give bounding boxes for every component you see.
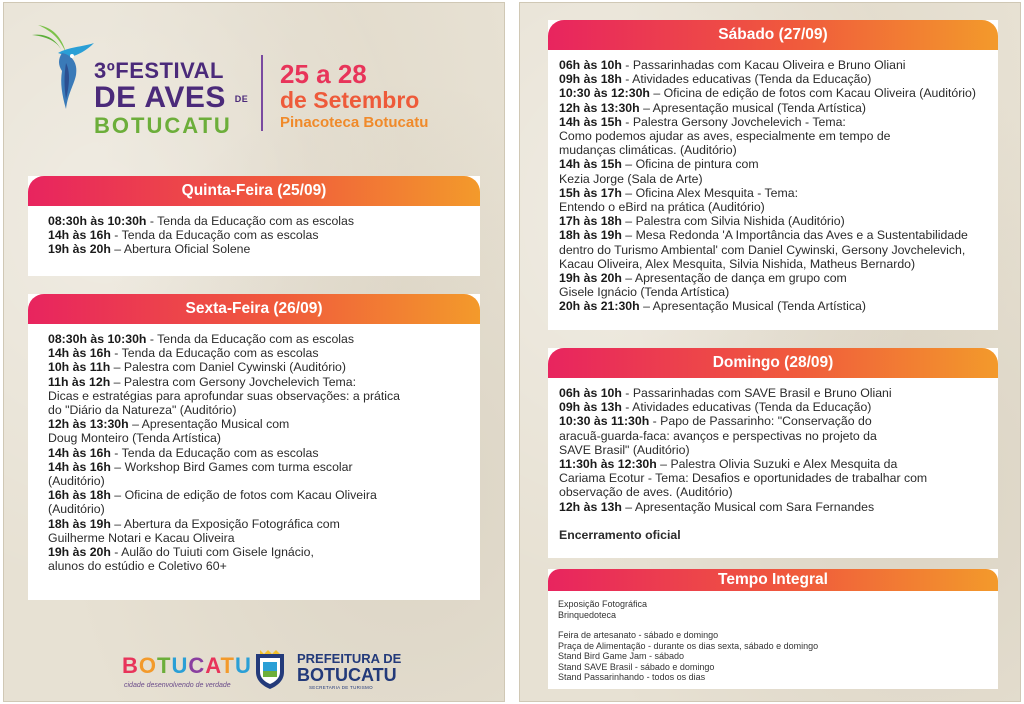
integral-item: Stand Bird Game Jam - sábado bbox=[558, 651, 685, 661]
schedule-time: 15h às 17h bbox=[559, 185, 622, 200]
tempo-integral-card bbox=[548, 569, 998, 689]
city-crest-icon bbox=[252, 648, 288, 690]
schedule-description: Kacau Oliveira, Alex Mesquita, Silvia Nishida, Matheus Bernardo) bbox=[559, 256, 916, 271]
festival-dates-line2: de Setembro bbox=[280, 87, 420, 113]
schedule-description: Entendo o eBird na prática (Auditório) bbox=[559, 200, 765, 215]
schedule-line bbox=[48, 360, 480, 374]
schedule-description: – Apresentação de dança em grupo com bbox=[621, 271, 847, 286]
schedule-line bbox=[559, 299, 998, 313]
schedule-time: 09h às 13h bbox=[559, 400, 622, 415]
schedule-time: 14h às 16h bbox=[48, 346, 111, 361]
schedule-description: - Atividades educativas (Tenda da Educação) bbox=[621, 400, 872, 415]
schedule-line bbox=[559, 228, 998, 242]
schedule-time: 06h às 10h bbox=[559, 386, 622, 400]
schedule-description: - Tenda da Educação com as escolas bbox=[110, 228, 319, 243]
schedule-description: – Oficina Alex Mesquita - Tema: bbox=[621, 185, 798, 200]
header-divider bbox=[261, 55, 263, 131]
schedule-line bbox=[559, 500, 998, 514]
integral-group1 bbox=[558, 599, 998, 620]
festival-de-text: DE bbox=[234, 94, 249, 105]
schedule-description: - Aulão do Tuiuti com Gisele Ignácio, bbox=[110, 545, 314, 560]
festival-title-line3: BOTUCATU bbox=[94, 113, 232, 139]
schedule-line bbox=[559, 129, 998, 143]
schedule-description: – Palestra Olivia Suzuki e Alex Mesquita da bbox=[656, 457, 898, 472]
schedule-description: - Tenda da Educação com as escolas bbox=[146, 332, 355, 346]
flyer-page-left bbox=[3, 2, 505, 702]
city-logo-letter: U bbox=[171, 653, 189, 678]
schedule-line bbox=[48, 228, 480, 242]
schedule-line bbox=[48, 375, 480, 389]
city-logo-letter: C bbox=[188, 653, 206, 678]
schedule-description: – Abertura Oficial Solene bbox=[110, 242, 251, 257]
integral-item: Stand SAVE Brasil - sábado e domingo bbox=[558, 661, 715, 672]
schedule-line bbox=[48, 214, 480, 228]
schedule-description: - Palestra Gersony Jovchelevich - Tema: bbox=[621, 114, 846, 129]
festival-dates-line1: 25 a 28 bbox=[280, 59, 367, 89]
sexta-feira-title: Sexta-Feira (26/09) bbox=[28, 294, 480, 324]
city-logo-letter: T bbox=[157, 653, 172, 678]
schedule-line bbox=[48, 517, 480, 531]
schedule-time: 19h às 20h bbox=[48, 545, 111, 560]
schedule-time: 18h às 19h bbox=[48, 516, 111, 531]
schedule-description: – Palestra com Daniel Cywinski (Auditório) bbox=[110, 360, 346, 375]
schedule-time: 19h às 20h bbox=[48, 242, 111, 257]
schedule-time: 20h às 21:30h bbox=[559, 299, 640, 314]
schedule-line bbox=[559, 271, 998, 285]
schedule-description: do "Diário da Natureza" (Auditório) bbox=[48, 403, 237, 418]
hummingbird-logo-icon bbox=[28, 23, 98, 113]
schedule-description: Gisele Ignácio (Tenda Artística) bbox=[559, 285, 730, 300]
schedule-description: observação de aves. (Auditório) bbox=[559, 485, 733, 500]
schedule-line bbox=[48, 389, 480, 403]
schedule-description: Kezia Jorge (Sala de Arte) bbox=[559, 171, 703, 186]
schedule-description: (Auditório) bbox=[48, 474, 105, 489]
schedule-description: - Passarinhadas com SAVE Brasil e Bruno Oliani bbox=[621, 386, 892, 400]
schedule-description: – Oficina de edição de fotos com Kacau Oliveira (Auditório) bbox=[649, 86, 976, 101]
quinta-feira-schedule bbox=[28, 206, 480, 265]
city-tagline: cidade desenvolvendo de verdade bbox=[124, 682, 231, 689]
domingo-title: Domingo (28/09) bbox=[548, 348, 998, 378]
tempo-integral-title: Tempo Integral bbox=[548, 569, 998, 591]
integral-item: Exposição Fotográfica bbox=[558, 599, 648, 609]
schedule-description: aracuã-guarda-faca: avanços e perspectivas no projeto da bbox=[559, 428, 877, 443]
schedule-line bbox=[48, 545, 480, 559]
domingo-card bbox=[548, 348, 998, 558]
schedule-time: 12h às 13:30h bbox=[559, 100, 640, 115]
festival-title-line2: DE AVES DE bbox=[94, 81, 249, 114]
festival-logo-text bbox=[94, 59, 248, 138]
schedule-line bbox=[48, 446, 480, 460]
schedule-line bbox=[559, 200, 998, 214]
schedule-description: mudanças climáticas. (Auditório) bbox=[559, 143, 737, 158]
schedule-description: – Palestra com Gersony Jovchelevich Tema: bbox=[110, 374, 357, 389]
schedule-description: dentro do Turismo Ambiental' com Daniel Cywinski, Gersony Jovchelevich, bbox=[559, 242, 966, 257]
integral-group2 bbox=[558, 630, 998, 683]
integral-item: Brinquedoteca bbox=[558, 609, 617, 620]
schedule-line bbox=[48, 431, 480, 445]
sabado-title: Sábado (27/09) bbox=[548, 20, 998, 50]
integral-item: Feira de artesanato - sábado e domingo bbox=[558, 630, 719, 640]
schedule-line bbox=[559, 101, 998, 115]
schedule-time: 19h às 20h bbox=[559, 271, 622, 286]
schedule-line bbox=[48, 242, 480, 256]
schedule-line bbox=[48, 488, 480, 502]
schedule-description: Guilherme Notari e Kacau Oliveira bbox=[48, 530, 235, 545]
schedule-description: Cariama Ecotur - Tema: Desafios e oportunidades de trabalhar com bbox=[559, 471, 928, 486]
schedule-time: 11h às 12h bbox=[48, 374, 111, 389]
schedule-line bbox=[559, 257, 998, 271]
schedule-line bbox=[48, 332, 480, 346]
flyer-page-right bbox=[519, 2, 1021, 702]
schedule-time: 10:30 às 12:30h bbox=[559, 86, 650, 101]
schedule-line bbox=[559, 429, 998, 443]
schedule-description: – Apresentação Musical com Sara Fernandes bbox=[621, 499, 875, 514]
schedule-time: 09h às 18h bbox=[559, 72, 622, 87]
schedule-line bbox=[559, 58, 998, 72]
integral-item: Praça de Alimentação - durante os dias sexta, sábado e domingo bbox=[558, 640, 819, 651]
botucatu-city-logo bbox=[122, 653, 252, 679]
festival-title-line1: 3ºFESTIVAL bbox=[94, 58, 224, 83]
sabado-card bbox=[548, 20, 998, 330]
city-logo-letter: A bbox=[205, 653, 221, 678]
schedule-line bbox=[559, 186, 998, 200]
schedule-line bbox=[559, 172, 998, 186]
schedule-time: 14h às 15h bbox=[559, 157, 622, 172]
schedule-line bbox=[48, 474, 480, 488]
schedule-line bbox=[48, 531, 480, 545]
schedule-line bbox=[559, 86, 998, 100]
city-logo-letter: O bbox=[138, 653, 158, 678]
schedule-line bbox=[559, 157, 998, 171]
schedule-description: (Auditório) bbox=[48, 502, 105, 517]
sexta-feira-card bbox=[28, 294, 480, 600]
prefeitura-line3: SECRETARIA DE TURISMO bbox=[309, 685, 373, 690]
schedule-description: alunos do estúdio e Coletivo 60+ bbox=[48, 559, 227, 574]
schedule-line bbox=[559, 143, 998, 157]
schedule-time: 14h às 16h bbox=[48, 228, 111, 243]
integral-item: Stand Passarinhando - todos os dias bbox=[558, 672, 706, 682]
schedule-time: 11:30h às 12:30h bbox=[559, 457, 657, 472]
schedule-line bbox=[559, 115, 998, 129]
schedule-description: - Passarinhadas com Kacau Oliveira e Bruno Oliani bbox=[621, 58, 906, 72]
schedule-line bbox=[559, 485, 998, 499]
schedule-line bbox=[559, 386, 998, 400]
schedule-time: 17h às 18h bbox=[559, 214, 622, 229]
schedule-time: 08:30h às 10:30h bbox=[48, 332, 147, 346]
sexta-feira-schedule bbox=[28, 324, 480, 581]
schedule-line bbox=[559, 214, 998, 228]
schedule-line bbox=[559, 285, 998, 299]
schedule-time: 08:30h às 10:30h bbox=[48, 214, 147, 228]
schedule-description: Doug Monteiro (Tenda Artística) bbox=[48, 431, 221, 446]
city-logo-letter: B bbox=[122, 653, 139, 678]
schedule-description: – Workshop Bird Games com turma escolar bbox=[110, 459, 353, 474]
schedule-line bbox=[559, 443, 998, 457]
schedule-description: – Palestra com Silvia Nishida (Auditório) bbox=[621, 214, 845, 229]
schedule-description: - Tenda da Educação com as escolas bbox=[110, 445, 319, 460]
schedule-description: – Apresentação Musical (Tenda Artística) bbox=[639, 299, 866, 314]
quinta-feira-card bbox=[28, 176, 480, 276]
schedule-description: - Papo de Passarinho: "Conservação do bbox=[649, 414, 872, 429]
schedule-description: – Abertura da Exposição Fotográfica com bbox=[110, 516, 340, 531]
schedule-line bbox=[559, 400, 998, 414]
schedule-line bbox=[48, 502, 480, 516]
schedule-description: - Tenda da Educação com as escolas bbox=[110, 346, 319, 361]
schedule-time: 12h às 13:30h bbox=[48, 417, 129, 432]
schedule-line bbox=[559, 457, 998, 471]
schedule-description: Dicas e estratégias para aprofundar suas observações: a prática bbox=[48, 388, 401, 403]
schedule-time: 06h às 10h bbox=[559, 58, 622, 72]
schedule-description: – Oficina de pintura com bbox=[621, 157, 759, 172]
schedule-line bbox=[48, 460, 480, 474]
schedule-description: – Mesa Redonda 'A Importância das Aves e a Sustentabilidade bbox=[621, 228, 968, 243]
schedule-time: 14h às 15h bbox=[559, 114, 622, 129]
schedule-description: Como podemos ajudar as aves, especialmente em tempo de bbox=[559, 129, 891, 144]
schedule-line bbox=[559, 471, 998, 485]
schedule-time: 18h às 19h bbox=[559, 228, 622, 243]
closing-label: Encerramento oficial bbox=[559, 527, 681, 542]
schedule-description: – Oficina de edição de fotos com Kacau Oliveira bbox=[110, 488, 377, 503]
prefeitura-line1: PREFEITURA DE bbox=[297, 651, 402, 666]
schedule-description: – Apresentação Musical com bbox=[128, 417, 290, 432]
quinta-feira-title: Quinta-Feira (25/09) bbox=[28, 176, 480, 206]
schedule-time: 14h às 16h bbox=[48, 445, 111, 460]
schedule-line bbox=[48, 346, 480, 360]
schedule-line bbox=[559, 414, 998, 428]
schedule-time: 16h às 18h bbox=[48, 488, 111, 503]
city-logo-letter: T bbox=[220, 653, 235, 678]
schedule-time: 12h às 13h bbox=[559, 499, 622, 514]
schedule-line bbox=[559, 243, 998, 257]
prefeitura-line2: BOTUCATU bbox=[297, 665, 397, 685]
schedule-description: - Tenda da Educação com as escolas bbox=[146, 214, 355, 228]
schedule-line bbox=[48, 417, 480, 431]
city-logo-letter: U bbox=[234, 653, 252, 678]
domingo-schedule bbox=[559, 386, 998, 514]
schedule-description: – Apresentação musical (Tenda Artística) bbox=[639, 100, 866, 115]
schedule-description: - Atividades educativas (Tenda da Educação) bbox=[621, 72, 872, 87]
schedule-time: 14h às 16h bbox=[48, 459, 111, 474]
schedule-line bbox=[48, 403, 480, 417]
sabado-schedule bbox=[548, 50, 998, 322]
festival-venue: Pinacoteca Botucatu bbox=[280, 114, 429, 131]
schedule-description: SAVE Brasil" (Auditório) bbox=[559, 442, 690, 457]
schedule-line bbox=[48, 559, 480, 573]
schedule-time: 10:30 às 11:30h bbox=[559, 414, 650, 429]
schedule-line bbox=[559, 72, 998, 86]
schedule-time: 10h às 11h bbox=[48, 360, 111, 375]
